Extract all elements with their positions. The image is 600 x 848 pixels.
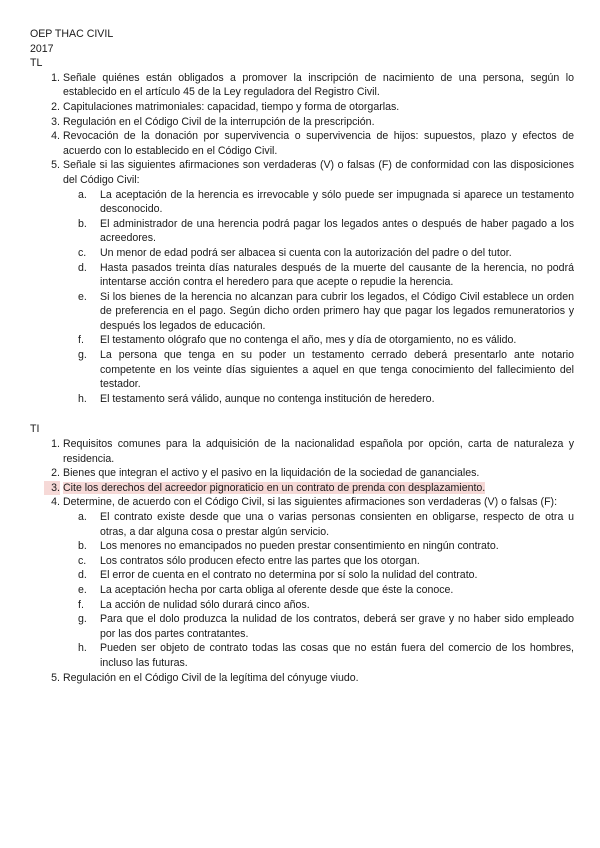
list-item <box>30 554 574 569</box>
item-text: El administrador de una herencia podrá pagar los legados antes o después de haber pagado a los acreedores. <box>100 217 574 245</box>
ti-question-list-continued <box>30 671 574 686</box>
item-text: El contrato existe desde que una o varias personas consienten en obligarse, respecto de otra u otras, a dar alguna cosa o prestar algún servicio. <box>100 511 574 538</box>
list-item <box>30 539 574 554</box>
list-item <box>30 481 574 496</box>
section-ti-label: TI <box>30 423 40 436</box>
ti-question-list <box>30 437 574 510</box>
document-body <box>30 27 574 685</box>
list-item <box>30 290 574 334</box>
item-letter: h. <box>78 392 87 405</box>
exam-year: 2017 <box>30 42 54 55</box>
highlight-mark: Cite los derechos del acreedor pignoraticio en un contrato de prenda con desplazamiento. <box>63 481 486 494</box>
item-letter: c. <box>78 246 87 259</box>
list-item <box>30 583 574 598</box>
section-spacer <box>30 406 574 422</box>
item-number: 3. <box>44 481 60 496</box>
item-text: Para que el dolo produzca la nulidad de los contratos, deberá ser grave y no haber sido empleado por las dos partes contratantes. <box>100 613 574 640</box>
item-text: Capitulaciones matrimoniales: capacidad, tiempo y forma de otorgarlas. <box>63 100 400 113</box>
item-letter: e. <box>78 583 87 596</box>
list-item <box>30 437 574 466</box>
item-number: 5. <box>51 671 60 684</box>
item-text: Requisitos comunes para la adquisición de la nacionalidad española por opción, carta de naturaleza y residencia. <box>63 438 574 465</box>
item-letter: c. <box>78 554 87 567</box>
item-number: 3. <box>51 115 60 128</box>
list-item <box>30 100 574 115</box>
item-text: Determine, de acuerdo con el Código Civil, si las siguientes afirmaciones son verdaderas (V) o falsas (F): <box>63 496 558 509</box>
item-text: Regulación en el Código Civil de la interrupción de la prescripción. <box>63 115 375 128</box>
item-text: Regulación en el Código Civil de la legítima del cónyuge viudo. <box>63 671 359 684</box>
item-number: 4. <box>51 130 60 143</box>
list-item <box>30 466 574 481</box>
item-text: Hasta pasados treinta días naturales después de la muerte del causante de la herencia, no podrá intentarse acción contra el heredero para que acepte o repudie la herencia. <box>100 261 574 289</box>
item-text: El testamento ológrafo que no contenga el año, mes y día de otorgamiento, no es válido. <box>100 334 517 347</box>
list-item <box>30 261 574 290</box>
item-text: Revocación de la donación por supervivencia o supervivencia de hijos: supuestos, plazo y efectos de acuerdo con lo establecido en el Código Civil. <box>63 130 574 157</box>
list-item <box>30 217 574 246</box>
item-letter: g. <box>78 349 87 362</box>
list-item <box>30 246 574 261</box>
list-item <box>30 333 574 348</box>
item-number: 1. <box>51 438 60 451</box>
list-item <box>30 612 574 641</box>
list-item <box>30 495 574 510</box>
item-text: Señale quiénes están obligados a promover la inscripción de nacimiento de una persona, según lo establecido en el artículo 45 de la Ley reguladora del Registro Civil. <box>63 71 574 99</box>
item-text: Los menores no emancipados no pueden prestar consentimiento en ningún contrato. <box>100 540 499 553</box>
item-letter: d. <box>78 569 87 582</box>
section-tl-label: TL <box>30 57 43 70</box>
highlighted-item-text <box>63 481 574 496</box>
list-item <box>30 115 574 130</box>
item-letter: f. <box>78 334 84 347</box>
item-letter: f. <box>78 598 84 611</box>
item-letter: b. <box>78 540 87 553</box>
item-letter: g. <box>78 613 87 626</box>
item-letter: h. <box>78 642 87 655</box>
item-text: Un menor de edad podrá ser albacea si cuenta con la autorización del padre o del tutor. <box>100 246 512 259</box>
item-letter: e. <box>78 290 87 303</box>
item-text: Los contratos sólo producen efecto entre las partes que los otorgan. <box>100 554 420 567</box>
tl-subitem-list <box>30 188 574 407</box>
item-text: El testamento será válido, aunque no contenga institución de heredero. <box>100 392 435 405</box>
ti-subitem-list <box>30 510 574 671</box>
exam-title: OEP THAC CIVIL <box>30 28 114 40</box>
item-text: Señale si las siguientes afirmaciones son verdaderas (V) o falsas (F) de conformidad con las disposiciones del Código Civil: <box>63 159 574 186</box>
list-item <box>30 510 574 539</box>
item-letter: a. <box>78 188 87 201</box>
item-letter: d. <box>78 261 87 274</box>
item-number: 1. <box>51 71 60 84</box>
list-item <box>30 348 574 392</box>
list-item <box>30 671 574 686</box>
item-text: La acción de nulidad sólo durará cinco años. <box>100 598 310 611</box>
item-text: Si los bienes de la herencia no alcanzan para cubrir los legados, el Código Civil establece un orden de preferencia en el pago. Según dicho orden primero hay que pagar los legados remuneratorios y después los legados de educación. <box>100 290 574 332</box>
item-number: 4. <box>51 496 60 509</box>
tl-question-list <box>30 71 574 188</box>
item-text: El error de cuenta en el contrato no determina por sí solo la nulidad del contrato. <box>100 569 478 582</box>
item-number: 2. <box>51 100 60 113</box>
item-letter: b. <box>78 217 87 230</box>
list-item <box>30 641 574 670</box>
item-text: Bienes que integran el activo y el pasivo en la liquidación de la sociedad de gananciales. <box>63 467 480 480</box>
item-number: 5. <box>51 159 60 172</box>
list-item <box>30 188 574 217</box>
item-text: La aceptación de la herencia es irrevocable y sólo puede ser impugnada si aparece un testamento desconocido. <box>100 188 574 216</box>
list-item <box>30 598 574 613</box>
item-letter: a. <box>78 511 87 523</box>
list-item <box>30 568 574 583</box>
list-item <box>30 129 574 158</box>
item-text: La persona que tenga en su poder un testamento cerrado deberá presentarlo ante notario competente en los veinte días siguientes a aquel en que tenga conocimiento del fallecimiento del testador. <box>100 349 574 391</box>
list-item <box>30 392 574 407</box>
item-text: Pueden ser objeto de contrato todas las cosas que no están fuera del comercio de los hombres, incluso las futuras. <box>100 642 574 669</box>
item-number: 2. <box>51 467 60 480</box>
list-item <box>30 158 574 187</box>
item-text: La aceptación hecha por carta obliga al oferente desde que éste la conoce. <box>100 583 454 596</box>
list-item <box>30 71 574 100</box>
